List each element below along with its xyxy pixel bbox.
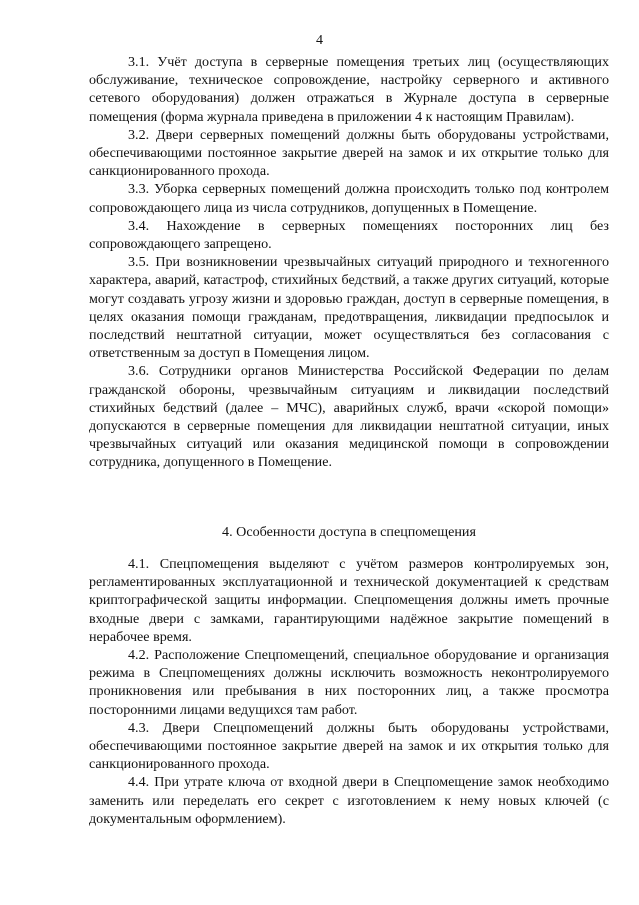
- paragraph-3-1: 3.1. Учёт доступа в серверные помещения третьих лиц (осуществляющих обслуживание, техническое сопровождение, настройку серверного и активного сетевого оборудования) должен отражаться в Журнале доступа в серверные помещения (форма журнала приведена в приложении 4 к настоящим Правилам).: [89, 54, 609, 125]
- section-4-heading: 4. Особенности доступа в спецпомещения: [222, 524, 476, 540]
- paragraph-4-1: 4.1. Спецпомещения выделяют с учётом размеров контролируемых зон, регламентированных эксплуатационной и технической документацией к средствам криптографической защиты информации. Спецпомещения должны иметь прочные входные двери с замками, гарантирующими надёжное закрытие помещений в нерабочее время.: [89, 556, 609, 645]
- section-4-body: [89, 555, 609, 828]
- paragraph-3-5: 3.5. При возникновении чрезвычайных ситуаций природного и техногенного характера, аварий, катастроф, стихийных бедствий, а также других ситуаций, которые могут создавать угрозу жизни и здоровью граждан, доступ в серверные помещения, в целях оказания помощи гражданам, предотвращения, ликвидации предпосылок и последствий нештатной ситуации, может осуществляться без согласования с ответственным за доступ в Помещения лицом.: [89, 254, 609, 362]
- section-3-body: [89, 53, 609, 472]
- paragraph-3-4: 3.4. Нахождение в серверных помещениях посторонних лиц без сопровождающего запрещено.: [89, 217, 609, 253]
- paragraph-4-2: 4.2. Расположение Спецпомещений, специальное оборудование и организация режима в Спецпомещениях должны исключить возможность неконтролируемого проникновения или пребывания в них посторонних лиц, а также просмотра посторонними лицами ведущихся там работ.: [89, 647, 609, 718]
- paragraph-4-3: 4.3. Двери Спецпомещений должны быть оборудованы устройствами, обеспечивающими постоянное закрытие дверей на замок и их открытия только для санкционированного прохода.: [89, 719, 609, 773]
- paragraph-3-6: 3.6. Сотрудники органов Министерства Российской Федерации по делам гражданской обороны, чрезвычайным ситуациям и ликвидации последствий стихийных бедствий (далее – МЧС), аварийных служб, врачи «скорой помощи» допускаются в серверные помещения для ликвидации нештатной ситуации, иных чрезвычайных ситуаций или оказания медицинской помощи в сопровождении сотрудника, допущенного в Помещение.: [89, 363, 609, 471]
- paragraph-3-2: 3.2. Двери серверных помещений должны быть оборудованы устройствами, обеспечивающими постоянное закрытие дверей на замок и их открытие только для санкционированного прохода.: [89, 126, 609, 180]
- page-number: 4: [316, 33, 323, 48]
- paragraph-4-4: 4.4. При утрате ключа от входной двери в Спецпомещение замок необходимо заменить или переделать его секрет с изготовлением к нему новых ключей (с документальным оформлением).: [89, 774, 609, 827]
- paragraph-3-3: 3.3. Уборка серверных помещений должна происходить только под контролем сопровождающего лица из числа сотрудников, допущенных в Помещение.: [89, 181, 609, 216]
